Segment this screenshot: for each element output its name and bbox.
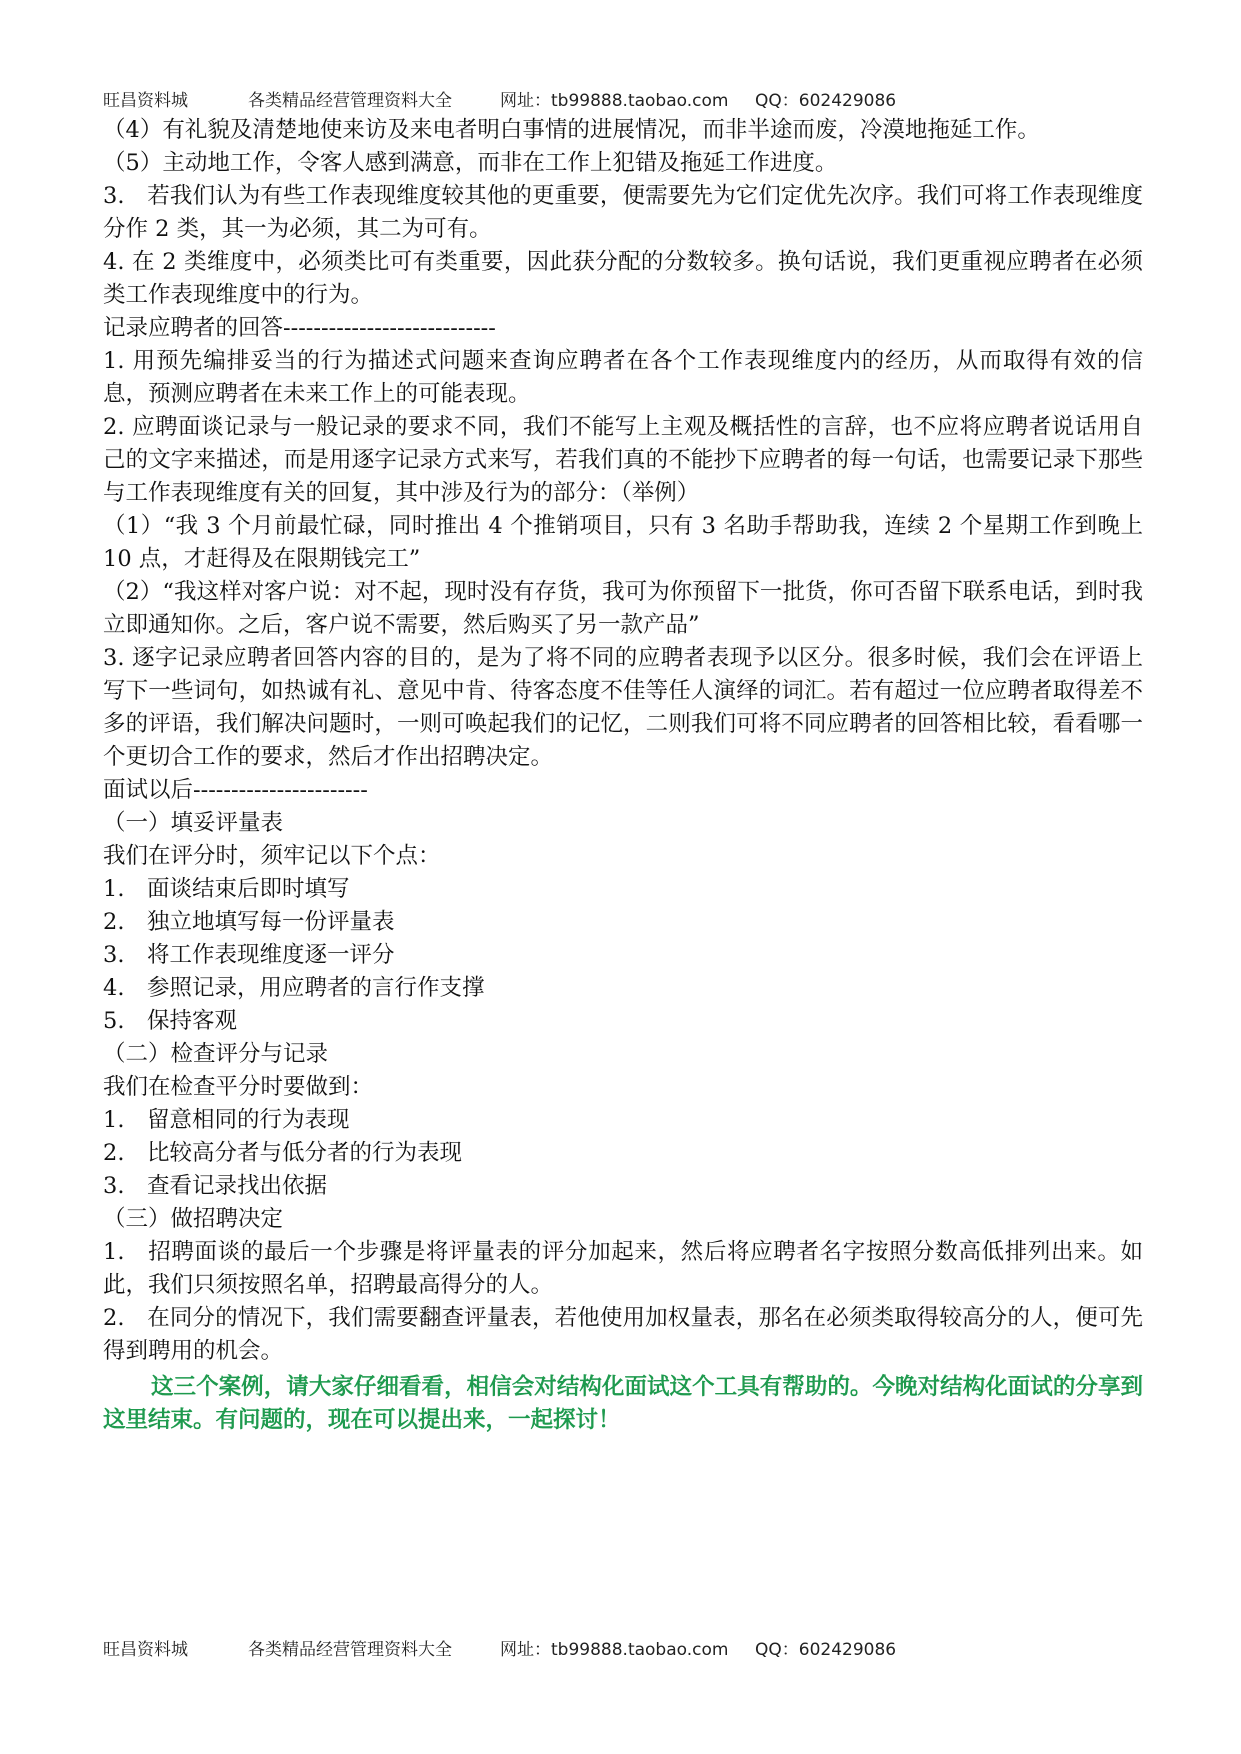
paragraph: 我们在评分时，须牢记以下个点： — [103, 843, 441, 869]
header-url: 网址：tb99888.taobao.com — [500, 91, 729, 111]
paragraph: 3. 逐字记录应聘者回答内容的目的，是为了将不同的应聘者表现予以区分。很多时候，我们会在评语上写下一些词句，如热诚有礼、意见中肯、待客态度不佳等任人演绎的词汇。若有超过一位应聘者取得差不多的评语，我们解决问题时，一则可唤起我们的记忆，二则我们可将不同应聘者的回答相比较，看看哪一个更切合工作的要求，然后才作出招聘决定。 — [103, 645, 1143, 770]
footer-description: 各类精品经营管理资料大全 — [248, 1640, 452, 1660]
document-body — [103, 114, 1143, 1437]
paragraph: （5）主动地工作，令客人感到满意，而非在工作上犯错及拖延工作进度。 — [103, 150, 838, 176]
paragraph: 3. 若我们认为有些工作表现维度较其他的更重要，便需要先为它们定优先次序。我们可将工作表现维度分作 2 类，其一为必须，其二为可有。 — [103, 183, 1143, 242]
header-description: 各类精品经营管理资料大全 — [248, 91, 452, 111]
list-item: 3. 查看记录找出依据 — [103, 1173, 327, 1199]
header-site-name: 旺昌资料城 — [103, 91, 188, 111]
example-quote: （2）“我这样对客户说：对不起，现时没有存货，我可为你预留下一批货，你可否留下联系电话，到时我立即通知你。之后，客户说不需要，然后购买了另一款产品” — [103, 579, 1143, 638]
header-qq: QQ：602429086 — [755, 91, 897, 111]
subsection-heading: （二）检查评分与记录 — [103, 1041, 329, 1067]
paragraph: 我们在检查平分时要做到： — [103, 1074, 374, 1100]
paragraph: 1. 用预先编排妥当的行为描述式问题来查询应聘者在各个工作表现维度内的经历，从而取得有效的信息，预测应聘者在未来工作上的可能表现。 — [103, 348, 1143, 407]
section-heading: 面试以后----------------------- — [103, 777, 368, 803]
paragraph: （4）有礼貌及清楚地使来访及来电者明白事情的进展情况，而非半途而废，冷漠地拖延工作。 — [103, 117, 1040, 143]
section-heading: 记录应聘者的回答---------------------------- — [103, 315, 496, 341]
list-item: 4. 参照记录，用应聘者的言行作支撑 — [103, 975, 485, 1001]
list-item: 1. 留意相同的行为表现 — [103, 1107, 350, 1133]
footer-site-name: 旺昌资料城 — [103, 1640, 188, 1660]
paragraph: 2. 应聘面谈记录与一般记录的要求不同，我们不能写上主观及概括性的言辞，也不应将应聘者说话用自己的文字来描述，而是用逐字记录方式来写，若我们真的不能抄下应聘者的每一句话，也需要记录下那些与工作表现维度有关的回复，其中涉及行为的部分：（举例） — [103, 414, 1143, 506]
paragraph: 4. 在 2 类维度中，必须类比可有类重要，因此获分配的分数较多。换句话说，我们更重视应聘者在必须类工作表现维度中的行为。 — [103, 249, 1143, 308]
subsection-heading: （一）填妥评量表 — [103, 810, 284, 836]
list-item: 1. 面谈结束后即时填写 — [103, 876, 350, 902]
list-item: 2. 比较高分者与低分者的行为表现 — [103, 1140, 462, 1166]
example-quote: （1）“我 3 个月前最忙碌，同时推出 4 个推销项目，只有 3 名助手帮助我，连续 2 个星期工作到晚上 10 点，才赶得及在限期钱完工” — [103, 513, 1143, 572]
footer-url: 网址：tb99888.taobao.com — [500, 1640, 729, 1660]
closing-remarks: 这三个案例，请大家仔细看看，相信会对结构化面试这个工具有帮助的。今晚对结构化面试的分享到这里结束。有问题的，现在可以提出来，一起探讨！ — [103, 1374, 1143, 1433]
list-item: 2. 在同分的情况下，我们需要翻查评量表，若他使用加权量表，那名在必须类取得较高分的人，便可先得到聘用的机会。 — [103, 1305, 1143, 1364]
list-item: 1. 招聘面谈的最后一个步骤是将评量表的评分加起来，然后将应聘者名字按照分数高低排列出来。如此，我们只须按照名单，招聘最高得分的人。 — [103, 1239, 1143, 1298]
list-item: 2. 独立地填写每一份评量表 — [103, 909, 395, 935]
subsection-heading: （三）做招聘决定 — [103, 1206, 284, 1232]
list-item: 5. 保持客观 — [103, 1008, 237, 1034]
list-item: 3. 将工作表现维度逐一评分 — [103, 942, 395, 968]
footer-qq: QQ：602429086 — [755, 1640, 897, 1660]
